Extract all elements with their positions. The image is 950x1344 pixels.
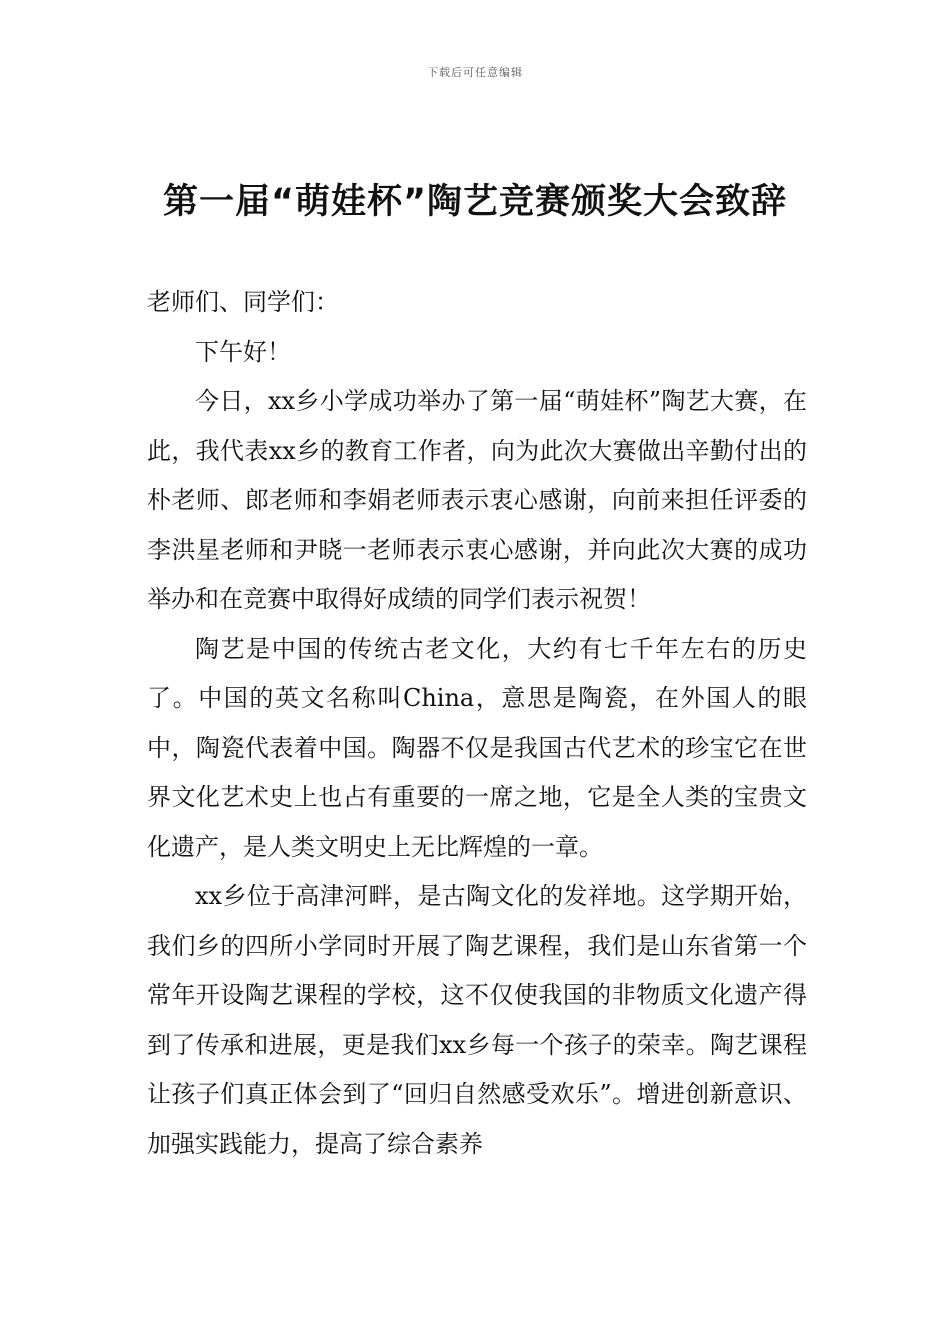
paragraph-thanks: 今日，xx乡小学成功举办了第一届“萌娃杯”陶艺大赛，在此，我代表xx乡的教育工作者，向为此次大赛做出辛勤付出的朴老师、郎老师和李娟老师表示衷心感谢，向前来担任评委的李洪星老师和尹晓一老师表示衷心感谢，并向此次大赛的成功举办和在竞赛中取得好成绩的同学们表示祝贺！	[147, 387, 807, 613]
paragraph-greeting: 下午好！	[195, 337, 291, 366]
paragraph-local-pottery: xx乡位于高津河畔，是古陶文化的发祥地。这学期开始，我们乡的四所小学同时开展了陶艺课程，我们是山东省第一个常年开设陶艺课程的学校，这不仅使我国的非物质文化遗产得到了传承和进展，更是我们xx乡每一个孩子的荣幸。陶艺课程让孩子们真正体会到了“回归自然感受欢乐”。增进创新意识、加强实践能力，提高了综合素养	[147, 882, 807, 1158]
header-note: 下载后可任意编辑	[427, 66, 523, 79]
paragraph-pottery-history: 陶艺是中国的传统古老文化，大约有七千年左右的历史了。中国的英文名称叫China，意思是陶瓷，在外国人的眼中，陶瓷代表着中国。陶器不仅是我国古代艺术的珍宝它在世界文化艺术史上也占有重要的一席之地，它是全人类的宝贵文化遗产，是人类文明史上无比辉煌的一章。	[147, 634, 807, 861]
salutation: 老师们、同学们：	[147, 288, 339, 316]
document-body	[147, 278, 807, 1169]
document-title: 第一届“萌娃杯”陶艺竞赛颁奖大会致辞	[162, 182, 787, 222]
